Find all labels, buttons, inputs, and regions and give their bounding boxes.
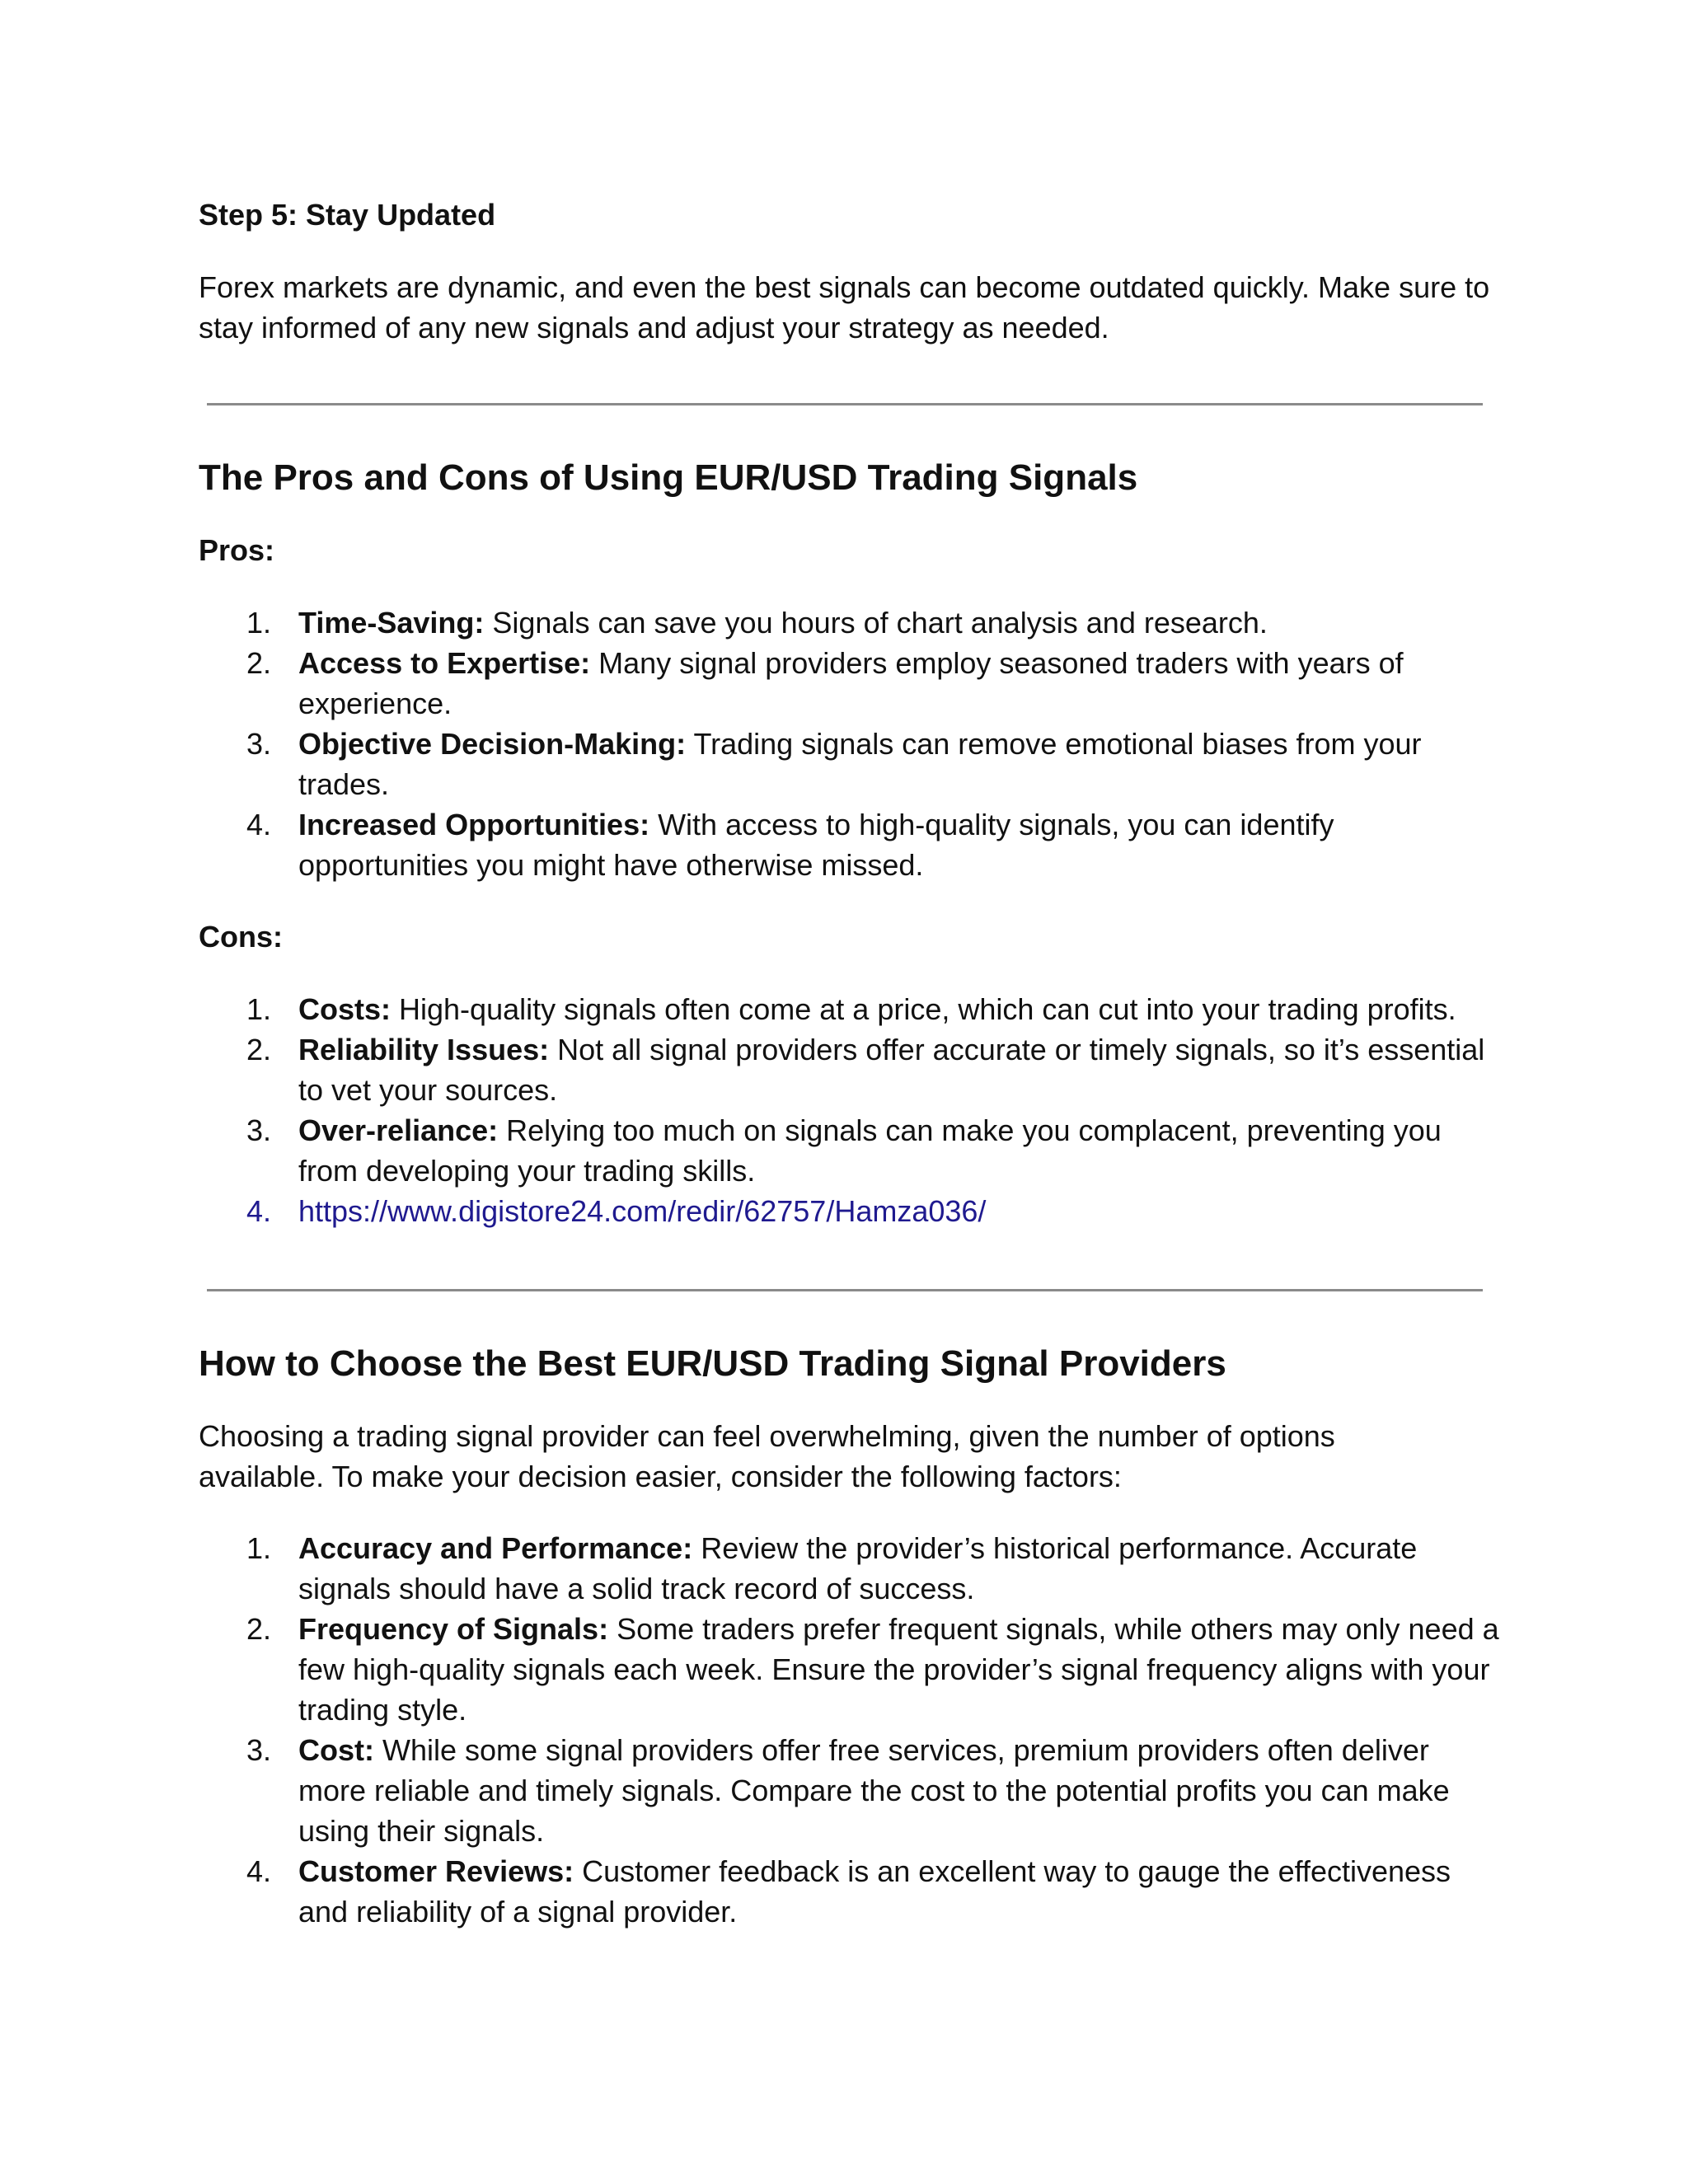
list-item-term: Cost: xyxy=(298,1733,374,1767)
list-item-text: Review the provider’s historical performance. Accurate signals should have a solid track record of success. xyxy=(298,1531,1418,1605)
list-item-text: Trading signals can remove emotional biases from your trades. xyxy=(298,727,1422,801)
cons-label: Cons: xyxy=(199,920,283,954)
affiliate-link[interactable]: https://www.digistore24.com/redir/62757/Hamza036/ xyxy=(298,1194,987,1228)
list-item xyxy=(199,643,1493,724)
list-item xyxy=(199,989,1501,1029)
step-paragraph: Forex markets are dynamic, and even the best signals can become outdated quickly. Make sure to stay informed of any new signals and adjust your strategy as needed. xyxy=(199,270,1490,344)
list-item-text: Customer feedback is an excellent way to gauge the effectiveness and reliability of a signal provider. xyxy=(298,1854,1451,1929)
list-number: 2. xyxy=(246,1033,272,1066)
list-item xyxy=(199,1730,1501,1851)
list-number: 2. xyxy=(246,646,272,680)
list-item-term: Access to Expertise: xyxy=(298,646,591,680)
list-item-text: Many signal providers employ seasoned traders with years of experience. xyxy=(298,646,1404,720)
list-item xyxy=(199,1110,1501,1191)
list-item-text: High-quality signals often come at a price, which can cut into your trading profits. xyxy=(391,992,1456,1026)
list-item-term: Costs: xyxy=(298,992,392,1026)
list-number: 3. xyxy=(246,1733,272,1767)
list-item-text: With access to high-quality signals, you can identify opportunities you might have otherwise missed. xyxy=(298,808,1334,882)
list-number: 1. xyxy=(246,606,272,640)
document-content xyxy=(199,194,1501,1932)
choose-list xyxy=(199,1528,1501,1932)
list-number: 3. xyxy=(246,1113,272,1147)
section-heading-pros-cons: The Pros and Cons of Using EUR/USD Trading Signals xyxy=(199,457,1138,498)
list-item xyxy=(199,602,1493,643)
list-number: 3. xyxy=(246,727,272,761)
list-item-text: Signals can save you hours of chart analysis and research. xyxy=(484,606,1268,640)
list-number: 4. xyxy=(246,1194,272,1228)
list-item xyxy=(199,1029,1501,1110)
list-item-term: Time-Saving: xyxy=(298,606,485,640)
list-item-term: Accuracy and Performance: xyxy=(298,1531,693,1565)
list-item-text: Not all signal providers offer accurate or timely signals, so it’s essential to vet your sources. xyxy=(298,1033,1485,1107)
list-item-term: Customer Reviews: xyxy=(298,1854,574,1888)
list-item-text: While some signal providers offer free services, premium providers often deliver more reliable and timely signals. Compare the cost to the potential profits you can make using their signals. xyxy=(298,1733,1450,1848)
list-item-term: Reliability Issues: xyxy=(298,1033,550,1066)
pros-label: Pros: xyxy=(199,533,275,567)
list-item-term: Objective Decision-Making: xyxy=(298,727,687,761)
list-item-term: Frequency of Signals: xyxy=(298,1612,609,1646)
list-item xyxy=(199,1851,1501,1932)
list-number: 1. xyxy=(246,1531,272,1565)
list-item-term: Over-reliance: xyxy=(298,1113,499,1147)
list-item xyxy=(199,1609,1501,1730)
list-item xyxy=(199,1528,1501,1609)
section-heading-choose: How to Choose the Best EUR/USD Trading Signal Providers xyxy=(199,1343,1226,1384)
list-item-link xyxy=(199,1191,1501,1231)
list-number: 1. xyxy=(246,992,272,1026)
list-number: 2. xyxy=(246,1612,272,1646)
list-number: 4. xyxy=(246,1854,272,1888)
list-item xyxy=(199,804,1493,885)
cons-list xyxy=(199,989,1501,1231)
choose-intro: Choosing a trading signal provider can feel overwhelming, given the number of options available. To make your decision easier, consider the following factors: xyxy=(199,1419,1335,1493)
list-item-term: Increased Opportunities: xyxy=(298,808,650,841)
list-item xyxy=(199,724,1493,804)
list-item-text: Some traders prefer frequent signals, while others may only need a few high-quality signals each week. Ensure the provider’s signal frequency aligns with your trading style. xyxy=(298,1612,1499,1727)
pros-list xyxy=(199,602,1493,885)
section-divider xyxy=(207,1289,1483,1291)
list-number: 4. xyxy=(246,808,272,841)
section-divider xyxy=(207,403,1483,405)
list-item-text: Relying too much on signals can make you complacent, preventing you from developing your trading skills. xyxy=(298,1113,1442,1188)
step-heading: Step 5: Stay Updated xyxy=(199,198,496,232)
